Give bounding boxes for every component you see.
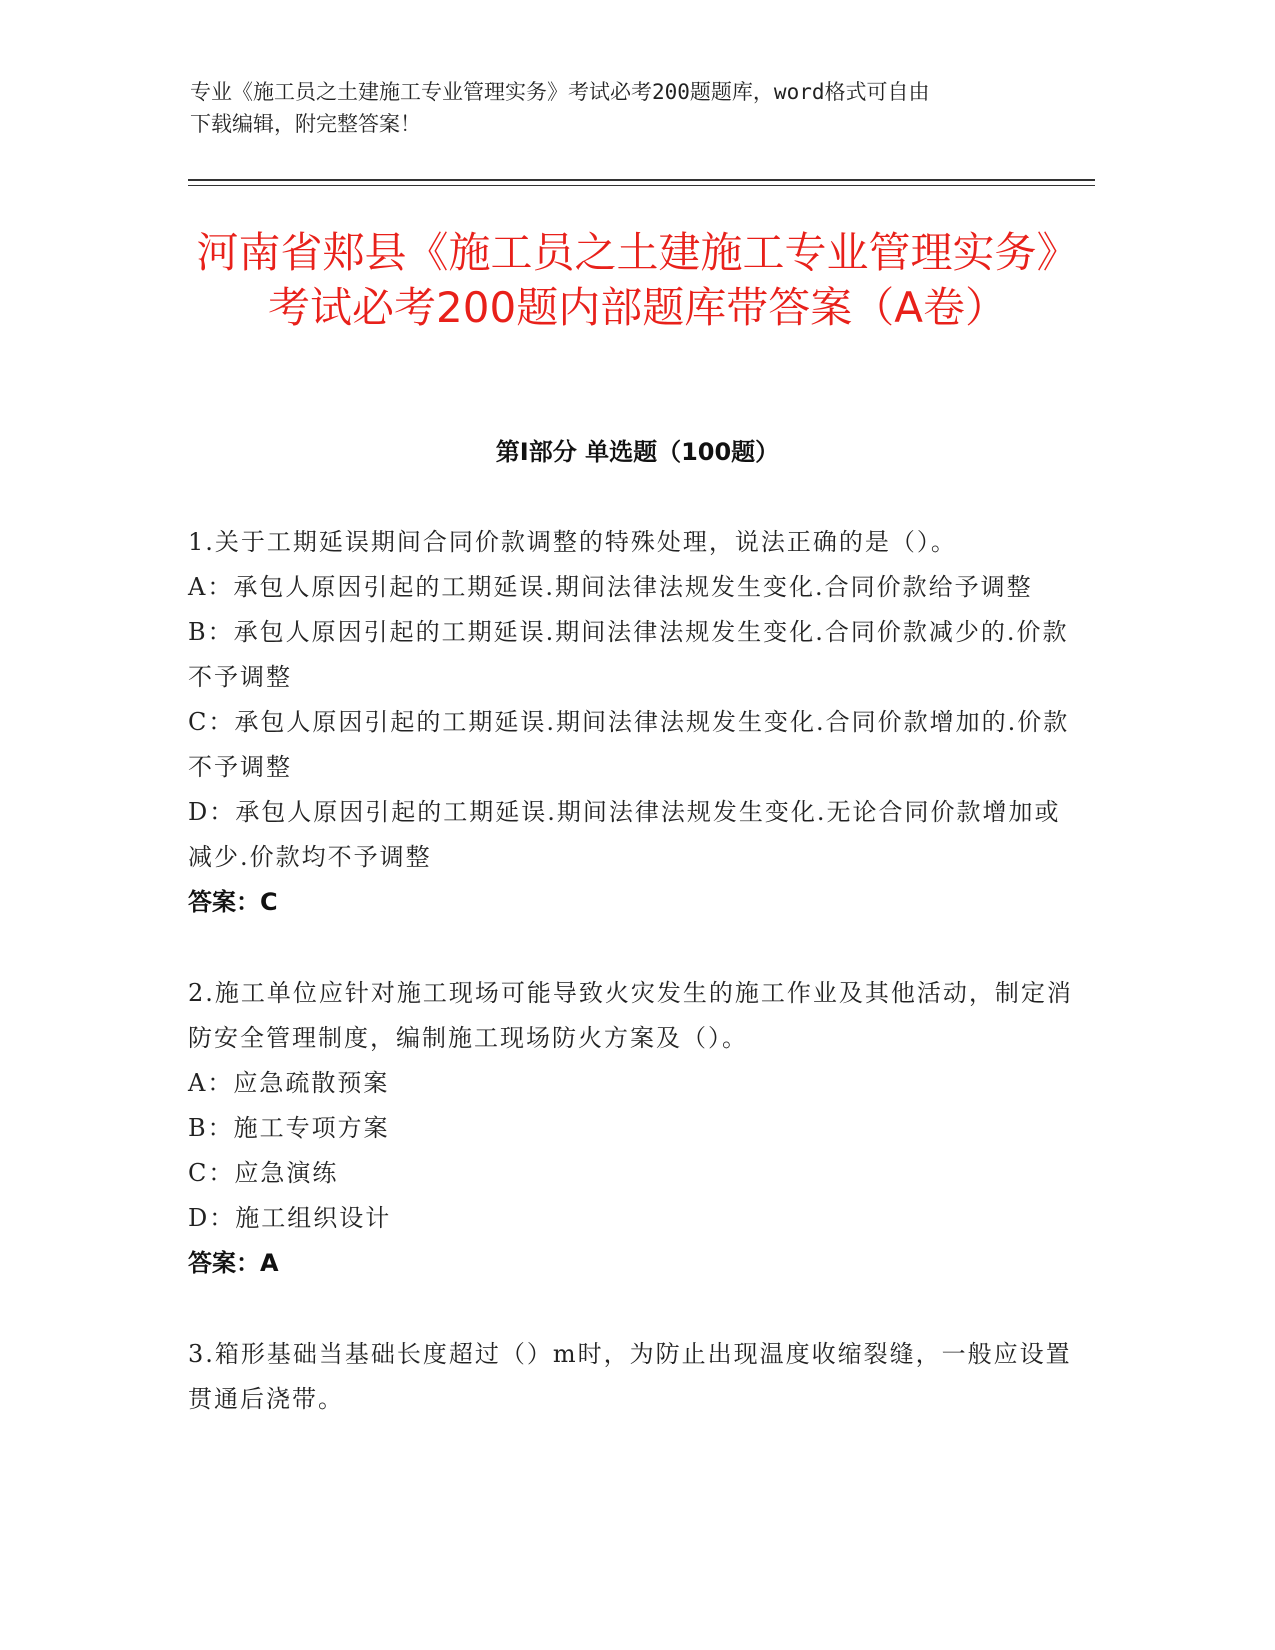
option-a: A：应急疏散预案 [188, 1069, 390, 1097]
option-d: D：施工组织设计 [188, 1204, 392, 1232]
header-rule-thick [188, 179, 1095, 181]
question-3 [188, 1332, 1078, 1422]
answer: 答案：C [188, 888, 278, 916]
option-b: B：施工专项方案 [188, 1114, 390, 1142]
question-stem: 3.箱形基础当基础长度超过（）m时，为防止出现温度收缩裂缝，一般应设置贯通后浇带。 [188, 1340, 1072, 1413]
question-list [188, 520, 1078, 1468]
option-d: D：承包人原因引起的工期延误.期间法律法规发生变化.无论合同价款增加或减少.价款均不予调整 [188, 798, 1061, 871]
question-stem: 1.关于工期延误期间合同价款调整的特殊处理，说法正确的是（）。 [188, 528, 957, 556]
question-stem: 2.施工单位应针对施工现场可能导致火灾发生的施工作业及其他活动，制定消防安全管理制度，编制施工现场防火方案及（）。 [188, 979, 1073, 1052]
option-c: C：承包人原因引起的工期延误.期间法律法规发生变化.合同价款增加的.价款不予调整 [188, 708, 1070, 781]
header-note: 专业《施工员之土建施工专业管理实务》考试必考200题题库，word格式可自由 下载编辑，附完整答案！ [190, 80, 930, 136]
header-rule-thin [188, 185, 1095, 186]
option-b: B：承包人原因引起的工期延误.期间法律法规发生变化.合同价款减少的.价款不予调整 [188, 618, 1069, 691]
question-1 [188, 520, 1078, 925]
question-2 [188, 971, 1078, 1286]
answer: 答案：A [188, 1249, 279, 1277]
document-title: 河南省郏县《施工员之土建施工专业管理实务》考试必考200题内部题库带答案（A卷） [196, 228, 1079, 332]
section-title: 第I部分 单选题（100题） [495, 438, 780, 466]
option-a: A：承包人原因引起的工期延误.期间法律法规发生变化.合同价款给予调整 [188, 573, 1033, 601]
option-c: C：应急演练 [188, 1159, 339, 1187]
